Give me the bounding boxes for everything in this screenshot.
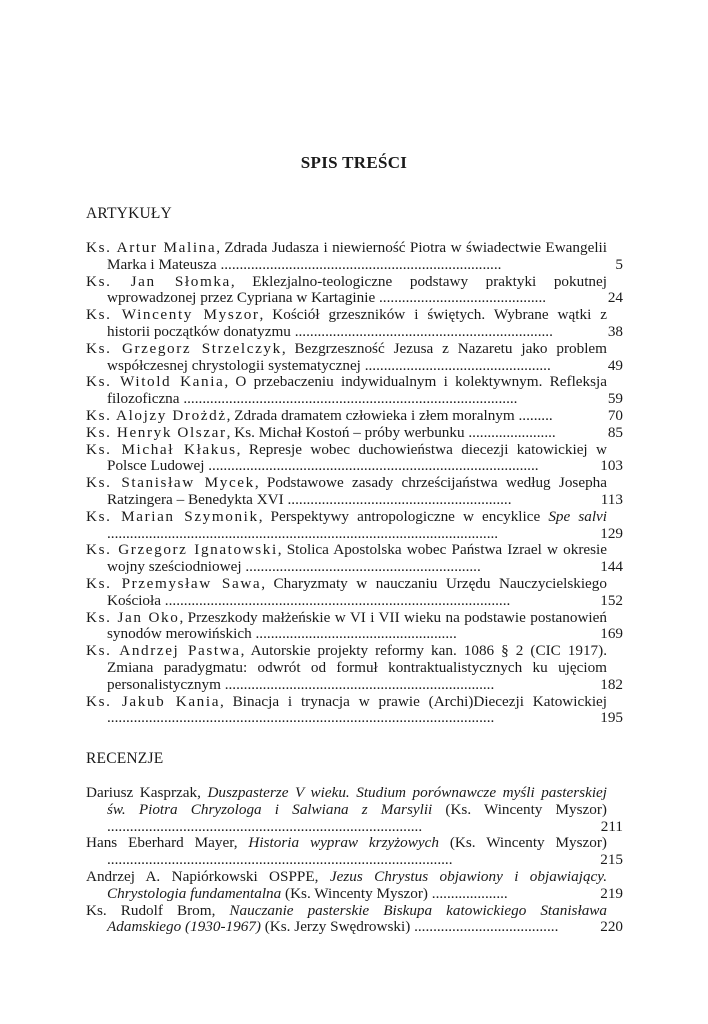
entry-title: , Autorskie projekty reformy kan. 1086 § 2 (CIC 1917). Zmiana paradygmatu: odwrót od formuł kontraktualistycznych ku ujęciom personalistycznym — [107, 642, 607, 693]
toc-entry — [86, 643, 623, 693]
page-number: 129 — [600, 524, 623, 542]
dot-leader: ........................................................................................ — [179, 390, 518, 408]
reviews-list — [86, 785, 623, 936]
entry-text — [86, 869, 607, 903]
page-number: 211 — [600, 817, 623, 835]
entry-author: Ks. Marian Szymonik — [86, 507, 259, 525]
separator: , — [314, 867, 330, 885]
entry-author: Ks. Artur Malina — [86, 239, 217, 256]
entry-author: Ks. Jakub Kania — [86, 692, 221, 710]
articles-heading: ARTYKUŁY — [86, 205, 172, 222]
entry-title-italic: Spe salvi — [548, 507, 607, 525]
page-number: 219 — [600, 884, 623, 902]
dot-leader: ......... — [514, 406, 553, 424]
dot-leader: ....................................................................................... — [204, 457, 539, 475]
toc-entry — [86, 341, 623, 375]
page-number: 169 — [600, 625, 623, 643]
page-number: 85 — [607, 423, 623, 441]
entry-text — [86, 576, 607, 610]
entry-text — [86, 307, 607, 341]
reviewer: (Ks. Wincenty Myszor) — [432, 800, 607, 818]
toc-entry — [86, 542, 623, 576]
page-number: 24 — [607, 289, 623, 307]
entry-text — [86, 374, 607, 408]
review-author: Dariusz Kasprzak — [86, 784, 198, 801]
book-title: Jezus Chrystus objawiony i objawiający. Chrystologia fundamentalna — [107, 867, 607, 902]
toc-entry — [86, 509, 623, 543]
dot-leader: ........................................................................................... — [107, 851, 453, 869]
toc-entry — [86, 694, 623, 728]
entry-title: , Przeszkody małżeńskie w VI i VII wieku na podstawie postanowień synodów merowińskich — [107, 608, 607, 643]
reviewer: (Ks. Jerzy Swędrowski) — [260, 918, 411, 936]
entry-text — [86, 341, 607, 375]
entry-title: , Stolica Apostolska wobec Państwa Izrael w okresie wojny sześciodniowej — [107, 541, 607, 576]
dot-leader: .............................................................. — [241, 558, 481, 576]
dot-leader: ....................... — [464, 423, 556, 441]
dot-leader: ............................................ — [375, 289, 547, 307]
entry-author: Ks. Alojzy Drożdż — [86, 406, 227, 424]
separator: , — [197, 784, 208, 801]
review-author: Ks. Rudolf Brom — [86, 901, 212, 919]
entry-text — [86, 509, 607, 543]
dot-leader: ................................................. — [360, 356, 551, 374]
entry-title: , Kościół grzeszników i świętych. Wybrane wątki z historii początków donatyzmu — [107, 306, 607, 340]
entry-text — [86, 610, 607, 644]
toc-entry — [86, 374, 623, 408]
toc-entry — [86, 274, 623, 308]
entry-title: , Charyzmaty w nauczaniu Urzędu Nauczycielskiego Kościoła — [107, 574, 607, 609]
dot-leader: ................................................................................... — [107, 817, 423, 835]
entry-title: , Represje wobec duchowieństwa diecezji katowickiej w Polsce Ludowej — [107, 440, 607, 475]
toc-entry — [86, 307, 623, 341]
page-number: 38 — [607, 322, 623, 340]
reviewer: (Ks. Wincenty Myszor) — [281, 884, 428, 902]
toc-entry — [86, 408, 623, 425]
review-entry — [86, 869, 623, 903]
entry-author: Ks. Przemysław Sawa — [86, 574, 262, 592]
review-entry — [86, 903, 623, 937]
review-entry — [86, 835, 623, 869]
dot-leader: .......................................................................... — [216, 255, 502, 273]
page-number: 215 — [600, 851, 623, 869]
toc-entry — [86, 475, 623, 509]
dot-leader: ...................................... — [410, 918, 559, 936]
toc-entry — [86, 610, 623, 644]
page-number: 70 — [607, 406, 623, 424]
toc-entry — [86, 442, 623, 476]
entry-author: Ks. Michał Kłakus — [86, 440, 237, 458]
entry-title: , O przebaczeniu indywidualnym i kolektywnym. Refleksja filozoficzna — [107, 373, 607, 408]
entry-title: , Binacja i trynacja w prawie (Archi)Diecezji Katowickiej — [220, 692, 607, 710]
entry-author: Ks. Grzegorz Strzelczyk — [86, 339, 282, 357]
page-number: 182 — [600, 675, 623, 693]
book-title: Historia wypraw krzyżowych — [248, 834, 439, 852]
entry-author: Ks. Witold Kania — [86, 373, 225, 391]
reviews-heading: RECENZJE — [86, 750, 164, 767]
page-number: 113 — [600, 490, 623, 508]
entry-author: Ks. Andrzej Pastwa — [86, 642, 241, 660]
separator: , — [211, 901, 230, 919]
entry-text — [86, 542, 607, 576]
separator: , — [233, 834, 249, 852]
review-author: Andrzej A. Napiórkowski OSPPE — [86, 867, 315, 885]
entry-author: Ks. Jan Słomka — [86, 272, 231, 290]
page-number: 220 — [600, 918, 623, 936]
page-number: 144 — [600, 558, 623, 576]
dot-leader: ........................................................................................... — [161, 591, 511, 609]
dot-leader: ..................................................... — [251, 625, 457, 643]
entry-title: , Bezgrzeszność Jezusa z Nazaretu jako problem współczesnej chrystologii systematycznej — [107, 339, 607, 374]
entry-text — [86, 835, 607, 869]
entry-text — [86, 475, 607, 509]
entry-author: Ks. Jan Oko — [86, 608, 180, 626]
dot-leader: .................... — [427, 884, 508, 902]
entry-text — [86, 240, 607, 274]
book-title: Duszpasterze V wieku. Studium porównawcze myśli pasterskiej św. Piotra Chryzologa i Salwiana z Marsylii — [107, 784, 608, 818]
entry-title: , Zdrada Judasza i niewierność Piotra w świadectwie Ewangelii Marka i Mateusza — [107, 239, 607, 273]
entry-author: Ks. Grzegorz Ignatowski — [86, 541, 278, 559]
entry-text — [86, 408, 607, 425]
review-author: Hans Eberhard Mayer — [86, 834, 234, 852]
entry-text — [86, 785, 607, 835]
page-number: 195 — [600, 709, 623, 727]
dot-leader: ...................................................................................................... — [107, 709, 495, 727]
entry-title: , Perspektywy antropologiczne w encyklice — [258, 507, 549, 525]
page-number: 49 — [607, 356, 623, 374]
entry-title: , Podstawowe zasady chrześcijaństwa według Josepha Ratzingera – Benedykta XVI — [107, 474, 607, 508]
page-number: 5 — [615, 255, 623, 273]
entry-author: Ks. Stanisław Mycek — [86, 474, 255, 492]
entry-text — [86, 694, 607, 728]
page-number: 152 — [600, 591, 623, 609]
entry-text — [86, 643, 607, 693]
entry-author: Ks. Wincenty Myszor — [86, 306, 260, 324]
entry-title: , Ks. Michał Kostoń – próby werbunku — [226, 423, 465, 441]
dot-leader: .................................................................... — [290, 322, 553, 340]
dot-leader: ........................................................... — [283, 490, 512, 508]
entry-text — [86, 274, 607, 308]
entry-title: , Eklezjalno-teologiczne podstawy praktyki pokutnej wprowadzonej przez Cypriana w Kartaginie — [107, 272, 607, 307]
page-number: 103 — [600, 457, 623, 475]
review-entry — [86, 785, 623, 835]
page-title: SPIS TREŚCI — [300, 153, 408, 172]
dot-leader: ....................................................................... — [220, 675, 495, 693]
articles-list — [86, 240, 623, 727]
entry-text — [86, 903, 607, 937]
toc-entry — [86, 425, 623, 442]
entry-text — [86, 425, 607, 442]
toc-entry — [86, 576, 623, 610]
dot-leader: ....................................................................................................... — [107, 524, 499, 542]
entry-author: Ks. Henryk Olszar — [86, 423, 227, 441]
toc-entry — [86, 240, 623, 274]
entry-text — [86, 442, 607, 476]
entry-title: , Zdrada dramatem człowieka i złem moralnym — [226, 406, 515, 424]
book-title: Nauczanie pasterskie Biskupa katowickiego Stanisława Adamskiego (1930-1967) — [107, 901, 608, 936]
page-number: 59 — [607, 390, 623, 408]
reviewer: (Ks. Wincenty Myszor) — [438, 834, 607, 852]
